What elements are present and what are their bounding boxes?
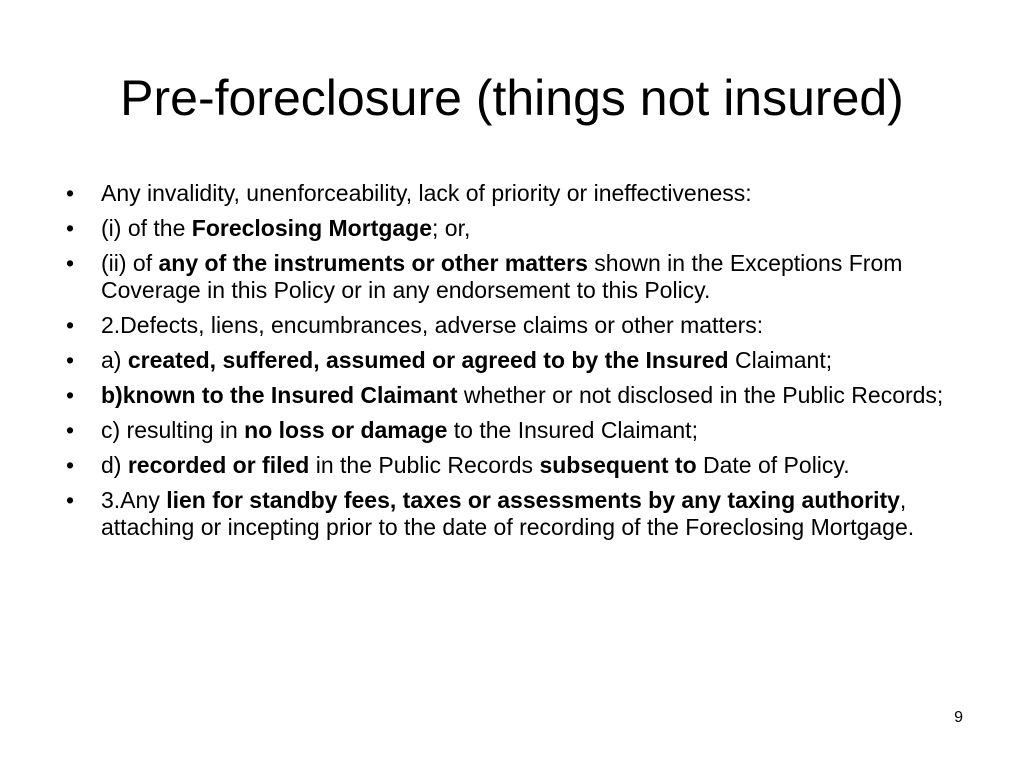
bullet-text: Any invalidity, unenforceability, lack of priority or ineffectiveness: bbox=[101, 180, 752, 206]
list-item bbox=[60, 347, 960, 374]
bullet-icon: • bbox=[65, 215, 75, 241]
bullet-icon: • bbox=[65, 382, 75, 408]
bullet-text: d) bbox=[101, 452, 128, 478]
bullet-icon: • bbox=[65, 180, 75, 206]
bullet-text-bold: any of the instruments or other matters bbox=[158, 250, 588, 276]
bullet-text: , attaching or incepting prior to the date of recording of the Foreclosing Mortgage. bbox=[101, 487, 915, 540]
bullet-text: (i) of the bbox=[101, 215, 192, 241]
bullet-text: Claimant; bbox=[728, 347, 833, 373]
list-item bbox=[60, 250, 960, 304]
bullet-icon: • bbox=[65, 487, 75, 513]
list-item bbox=[60, 452, 960, 479]
bullet-text: in the Public Records bbox=[309, 452, 540, 478]
bullet-text-bold: lien for standby fees, taxes or assessments by any taxing authority bbox=[166, 487, 900, 513]
bullet-text-bold: subsequent to bbox=[539, 452, 697, 478]
list-item bbox=[60, 487, 960, 541]
bullet-text-bold: recorded or filed bbox=[127, 452, 310, 478]
bullet-text: whether or not disclosed in the Public Records; bbox=[457, 382, 944, 408]
bullet-text: 3.Any bbox=[101, 487, 167, 513]
bullet-text-bold: Foreclosing Mortgage bbox=[191, 215, 433, 241]
bullet-text: a) bbox=[101, 347, 128, 373]
bullet-text-bold: no loss or damage bbox=[244, 417, 448, 443]
bullet-icon: • bbox=[65, 250, 75, 276]
list-item bbox=[60, 382, 960, 409]
list-item bbox=[60, 215, 960, 242]
bullet-icon: • bbox=[65, 347, 75, 373]
list-item bbox=[60, 312, 960, 339]
bullet-icon: • bbox=[65, 312, 75, 338]
bullet-text: shown in the Exceptions From Coverage in this Policy or in any endorsement to this Policy. bbox=[101, 250, 903, 303]
bullet-text: ; or, bbox=[432, 215, 471, 241]
bullet-text: to the Insured Claimant; bbox=[447, 417, 698, 443]
slide-number: 9 bbox=[954, 709, 963, 726]
bullet-text: c) resulting in bbox=[101, 417, 245, 443]
list-item bbox=[60, 417, 960, 444]
slide-title: Pre-foreclosure (things not insured) bbox=[120, 70, 904, 126]
bullet-text-bold: b)known to the Insured Claimant bbox=[101, 382, 458, 408]
bullet-text: Date of Policy. bbox=[696, 452, 850, 478]
list-item bbox=[60, 180, 960, 207]
bullet-text: 2.Defects, liens, encumbrances, adverse claims or other matters: bbox=[101, 312, 764, 338]
bullet-icon: • bbox=[65, 452, 75, 478]
bullet-text-bold: created, suffered, assumed or agreed to by the Insured bbox=[127, 347, 729, 373]
bullet-list bbox=[60, 180, 960, 549]
bullet-icon: • bbox=[65, 417, 75, 443]
bullet-text: (ii) of bbox=[101, 250, 159, 276]
